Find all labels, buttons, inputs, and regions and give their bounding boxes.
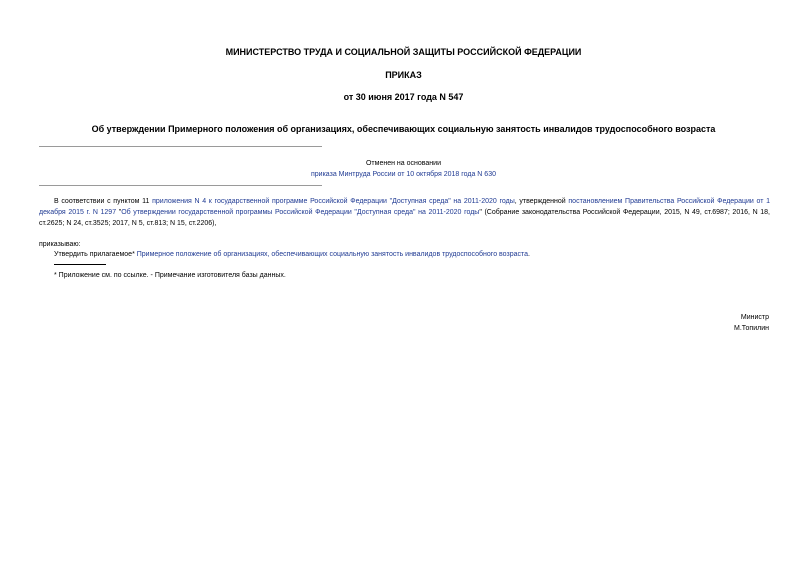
model-regulation-link[interactable]: Примерное положение об организациях, обеспечивающих социальную занятость инвалидов трудоспособного возраста <box>136 251 528 258</box>
approve-end: . <box>528 251 530 258</box>
preamble-text-2: , утвержденной <box>514 198 569 205</box>
preamble-text-1: В соответствии с пунктом 11 <box>54 198 153 205</box>
preamble-paragraph <box>39 196 770 229</box>
ministry-title: МИНИСТЕРСТВО ТРУДА И СОЦИАЛЬНОЙ ЗАЩИТЫ РОССИЙСКОЙ ФЕДЕРАЦИИ <box>225 47 582 57</box>
approve-text: Утвердить прилагаемое* <box>54 251 137 258</box>
approve-paragraph <box>54 249 530 260</box>
preamble-text-4: " (Собрание законодательства Российской Федерации, 2015, N 49, ст.6987; 2016, N 18, ст.2625; N 24, ст.3525; 2017, N 5, ст.813; N 15, ст.2206), <box>39 209 771 227</box>
document-subject: Об утверждении Примерного положения об организациях, обеспечивающих социальную занятость инвалидов трудоспособного возраста <box>91 124 716 134</box>
cancellation-rule-bottom <box>39 185 322 186</box>
signature-name: М.Топилин <box>734 325 769 332</box>
preamble-text-3: " <box>116 209 122 216</box>
cancellation-link[interactable]: приказа Минтруда России от 10 октября 2018 года N 630 <box>311 171 496 178</box>
orders-line: приказываю: <box>39 241 81 248</box>
program-approval-link[interactable]: Об утверждении государственной программы Российской Федерации "Доступная среда" на 2011-2020 годы <box>121 209 480 216</box>
document-date-number: от 30 июня 2017 года N 547 <box>343 92 464 102</box>
government-decree-link[interactable]: постановлением Правительства Российской Федерации от 1 декабря 2015 г. N 1297 <box>39 198 771 216</box>
document-type: ПРИКАЗ <box>385 70 422 80</box>
cancellation-rule-top <box>39 146 322 147</box>
footnote: * Приложение см. по ссылке. - Примечание изготовителя базы данных. <box>54 272 286 279</box>
cancellation-note: Отменен на основании <box>365 160 441 167</box>
program-appendix-link[interactable]: приложения N 4 к государственной программе Российской Федерации "Доступная среда" на 2011-2020 годы <box>152 198 515 205</box>
signature-role: Министр <box>740 314 769 321</box>
footnote-rule <box>54 264 106 265</box>
